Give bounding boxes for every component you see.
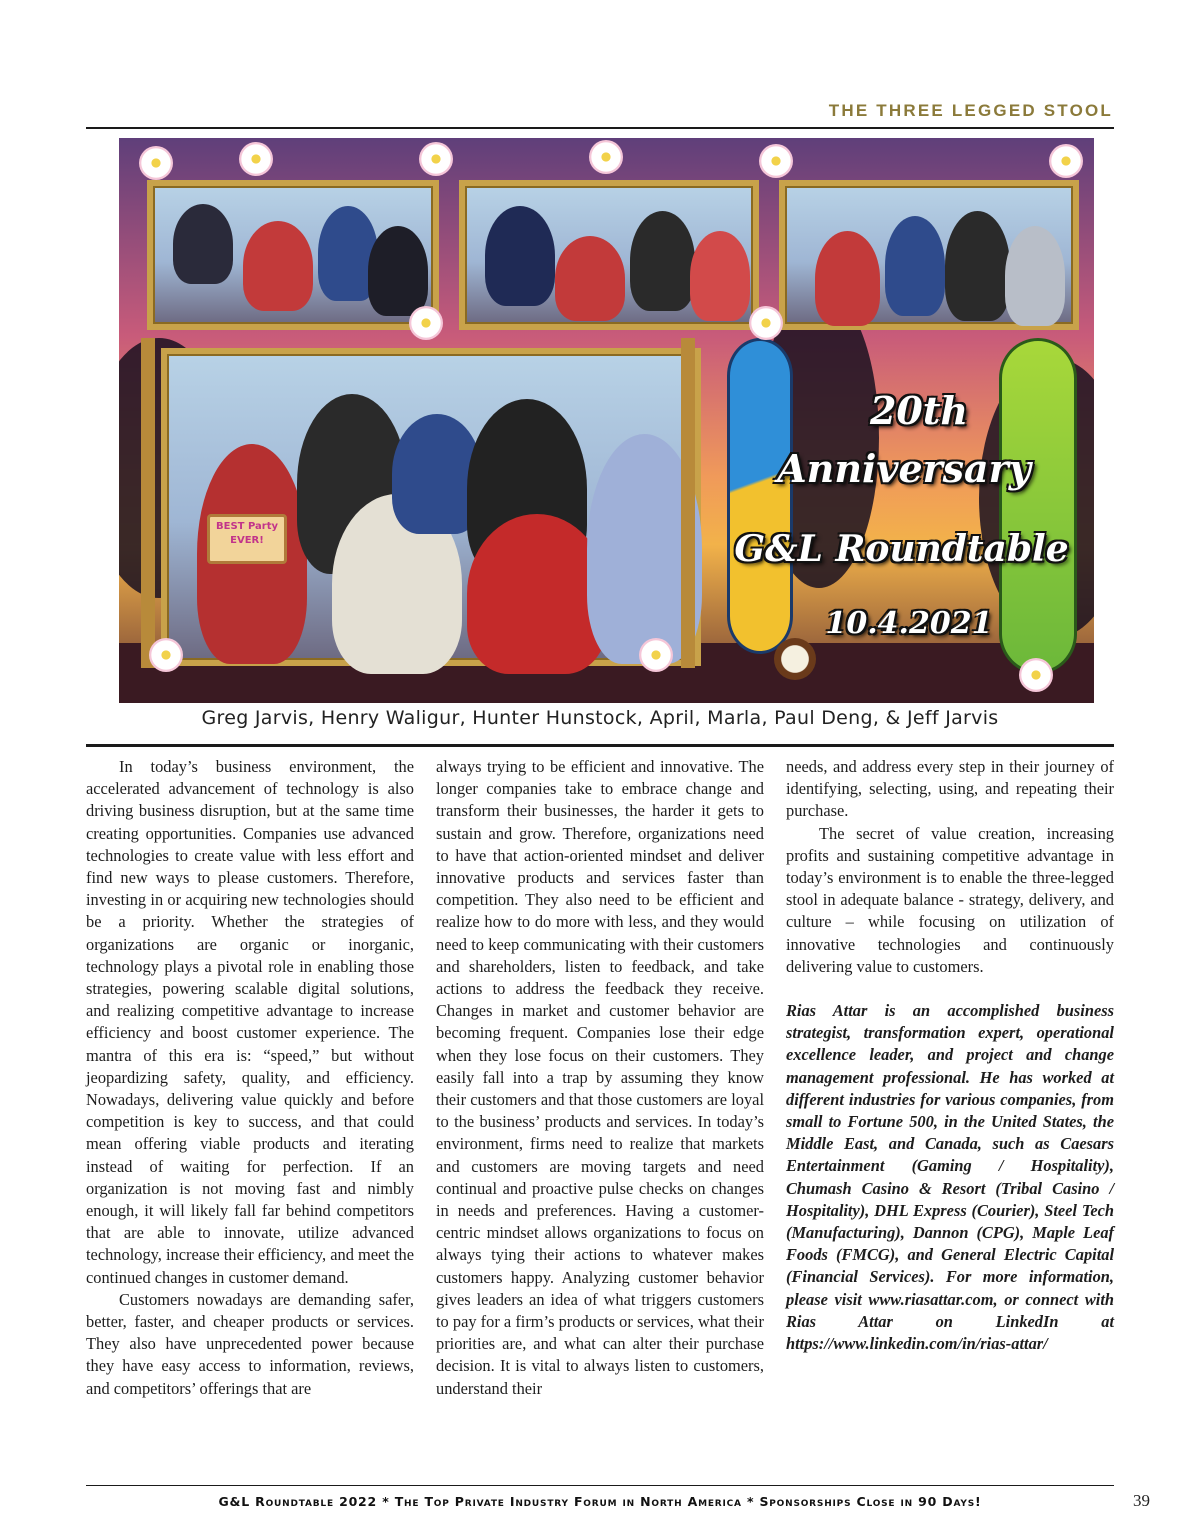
hibiscus-flower xyxy=(1019,658,1053,692)
hibiscus-flower xyxy=(1049,144,1083,178)
hibiscus-flower xyxy=(149,638,183,672)
person xyxy=(945,211,1010,321)
person xyxy=(467,514,607,674)
photo-caption: Greg Jarvis, Henry Waligur, Hunter Hunstock, April, Marla, Paul Deng, & Jeff Jarvis xyxy=(201,707,999,729)
coconut xyxy=(774,638,816,680)
photo-frame-top-middle xyxy=(459,180,759,330)
hibiscus-flower xyxy=(239,142,273,176)
person xyxy=(630,211,695,311)
hibiscus-flower xyxy=(639,638,673,672)
article-paragraph: In today’s business environment, the accelerated advancement of technology is also driving business disruption, but at the same time creating opportunities. Companies use advanced technologies to create value with less effort and find new ways to please customers. Therefore, investing in or acquiring new technologies should be a priority. Whether the strategies of organizations are organic or inorganic, technology plays a pivotal role in enabling those strategies, powering scalable digital solutions, and realizing competitive advantage to increase efficiency and boost customer experience. The mantra of this era is: “speed,” but without jeopardizing safety, quality, and efficiency. Nowadays, delivering value quickly and before competition is key to success, and that could mean offering viable products and iterating instead of waiting for perfection. If an organization is not moving fast and nimbly enough, it will likely fall far behind competitors that are able to innovate, utilize advanced technology, increase their efficiency, and meet the continued changes in customer demand. xyxy=(86,757,414,1287)
article-paragraph: The secret of value creation, increasing profits and sustaining competitive advantage in today’s environment is to enable the three-legged stool in adequate balance - strategy, delivery, and culture – while focusing on utilization of innovative technologies and continuously delivering value to customers. xyxy=(786,823,1114,976)
anniversary-line-1: 20th xyxy=(869,388,969,433)
hibiscus-flower xyxy=(409,306,443,340)
hibiscus-flower xyxy=(419,142,453,176)
person xyxy=(173,204,233,284)
hibiscus-flower xyxy=(139,146,173,180)
hibiscus-flower xyxy=(749,306,783,340)
article-column-3 xyxy=(786,756,1114,1355)
footer-rule xyxy=(86,1485,1114,1486)
footer-banner: G&L Roundtable 2022 * The Top Private Industry Forum in North America * Sponsorships Close in 90 Days! xyxy=(218,1494,982,1509)
party-sign: BEST Party EVER! xyxy=(207,514,287,564)
person xyxy=(885,216,945,316)
author-bio: Rias Attar is an accomplished business strategist, transformation expert, operational excellence leader, and project and change management professional. He has worked at different industries for various companies, from small to Fortune 500, in the United States, the Middle East, and Canada, such as Caesars Entertainment (Gaming / Hospitality), Chumash Casino & Resort (Tribal Casino / Hospitality), DHL Express (Courier), Steel Tech (Manufacturing), Dannon (CPG), Maple Leaf Foods (FMCG), and General Electric Capital (Financial Services). For more information, please visit www.riasattar.com, or connect with Rias Attar on LinkedIn at https://www.linkedin.com/in/rias-attar/ xyxy=(786,1001,1114,1354)
person xyxy=(243,221,313,311)
anniversary-line-2: Anniversary xyxy=(777,446,1031,491)
hibiscus-flower xyxy=(589,140,623,174)
article-column-2 xyxy=(436,756,764,1400)
tiki-torch xyxy=(141,338,155,668)
section-title: THE THREE LEGGED STOOL xyxy=(828,101,1113,120)
person xyxy=(690,231,750,321)
header-rule xyxy=(86,127,1114,129)
page-number: 39 xyxy=(1133,1491,1150,1510)
person xyxy=(815,231,880,326)
person xyxy=(1005,226,1065,326)
article-paragraph: always trying to be efficient and innovative. The longer companies take to embrace change and transform their businesses, the harder it gets to sustain and grow. Therefore, organizations need to have that action-oriented mindset and deliver innovative products and services faster than competition. They also need to be efficient and realize how to do more with less, and they would need to keep communicating with their customers and shareholders, listen to feedback, and take actions to address the feedback they receive. Changes in market and customer behavior are becoming frequent. Companies lose their edge when they lose focus on their customers. They easily fall into a trap by assuming they know their customers and that those customers are loyal to the business’ products and services. In today’s environment, firms need to realize that markets and customers are moving targets and need continual and proactive pulse checks on changes in needs and preferences. Having a customer-centric mindset allows organizations to focus on always tying their actions to whatever makes customers happy. Analyzing customer behavior gives leaders an idea of what triggers customers to pay for a firm’s products or services, what their priorities are, and what can alter their purchase decision. It is vital to always listen to customers, understand their xyxy=(436,757,764,1398)
event-photo xyxy=(119,138,1094,703)
anniversary-date: 10.4.2021 xyxy=(825,606,993,641)
caption-rule xyxy=(86,744,1114,747)
photo-frame-top-right xyxy=(779,180,1079,330)
person xyxy=(555,236,625,321)
person xyxy=(368,226,428,316)
article-paragraph: needs, and address every step in their journey of identifying, selecting, using, and repeating their purchase. xyxy=(786,757,1114,821)
article-paragraph: Customers nowadays are demanding safer, better, faster, and cheaper products or services. They also have unprecedented power because they have easy access to information, reviews, and competitors’ offerings that are xyxy=(86,1289,414,1398)
anniversary-line-3: G&L Roundtable xyxy=(734,528,1069,570)
tiki-torch xyxy=(681,338,695,668)
photo-frame-main xyxy=(161,348,701,666)
photo-frame-top-left xyxy=(147,180,439,330)
article-column-1 xyxy=(86,756,414,1400)
person xyxy=(485,206,555,306)
hibiscus-flower xyxy=(759,144,793,178)
